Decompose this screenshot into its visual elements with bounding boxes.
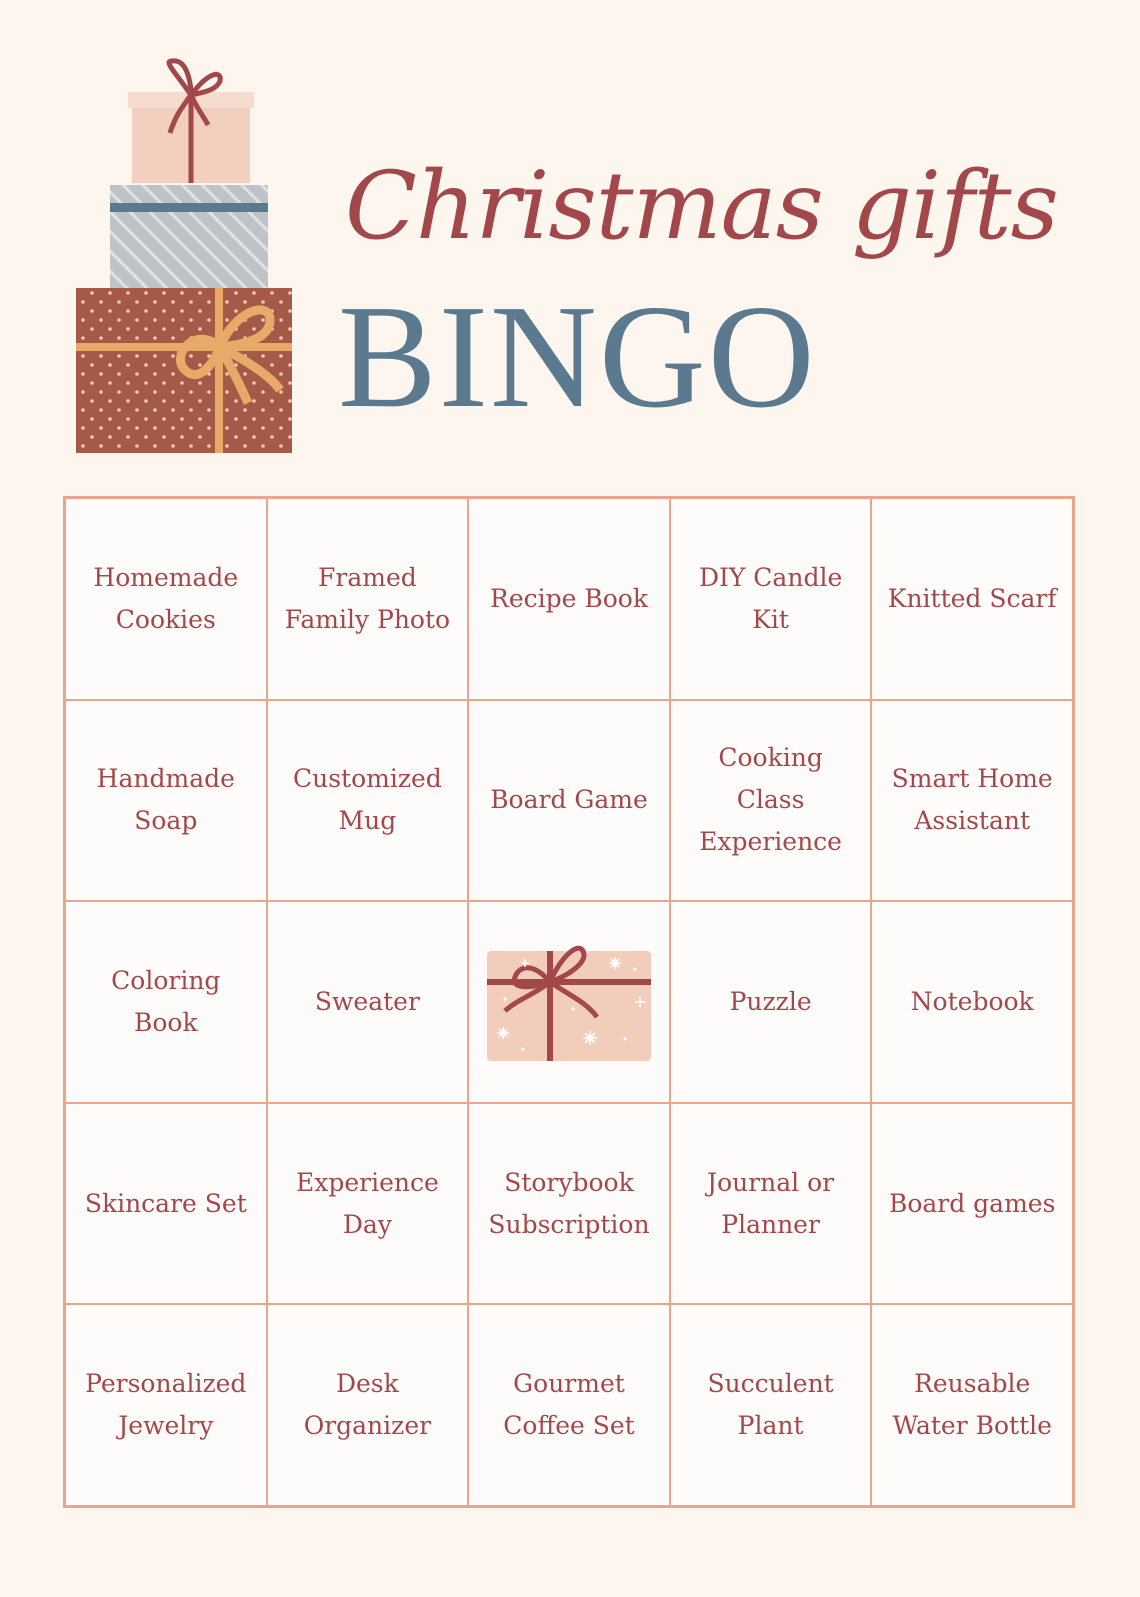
bingo-cell[interactable] xyxy=(65,901,267,1103)
bingo-cell[interactable] xyxy=(670,498,872,700)
cell-label: Skincare Set xyxy=(84,1188,247,1218)
gift-stack-icon xyxy=(70,55,310,465)
bingo-board xyxy=(63,496,1075,1508)
wrapped-gift-icon xyxy=(485,939,653,1065)
cell-label: Homemade Cookies xyxy=(93,562,239,634)
cell-label: Recipe Book xyxy=(490,583,648,613)
cell-label: Personalized Jewelry xyxy=(85,1369,247,1441)
bingo-cell[interactable] xyxy=(267,700,469,902)
bingo-cell[interactable] xyxy=(468,700,670,902)
cell-label: Board games xyxy=(888,1188,1056,1218)
free-space-cell[interactable] xyxy=(468,901,670,1103)
cell-label: Smart Home Assistant xyxy=(891,764,1053,836)
cell-label: Experience Day xyxy=(295,1167,439,1239)
bingo-cell[interactable] xyxy=(267,498,469,700)
cell-label: Knitted Scarf xyxy=(887,583,1057,613)
cell-label: Reusable Water Bottle xyxy=(892,1369,1052,1441)
bingo-cell[interactable] xyxy=(65,498,267,700)
bingo-cell[interactable] xyxy=(65,1304,267,1506)
bingo-cell[interactable] xyxy=(468,498,670,700)
bingo-cell[interactable] xyxy=(65,1103,267,1305)
cell-label: Succulent Plant xyxy=(707,1369,834,1441)
bingo-cell[interactable] xyxy=(871,901,1073,1103)
bingo-cell[interactable] xyxy=(65,700,267,902)
cell-label: Journal or Planner xyxy=(707,1167,835,1239)
cell-label: Framed Family Photo xyxy=(284,562,451,634)
title-christmas-gifts: Christmas gifts xyxy=(345,152,1058,261)
bingo-cell[interactable] xyxy=(670,1103,872,1305)
cell-label: DIY Candle Kit xyxy=(698,562,843,634)
bingo-cell[interactable] xyxy=(468,1103,670,1305)
bingo-cell[interactable] xyxy=(468,1304,670,1506)
cell-label: Customized Mug xyxy=(292,764,442,836)
cell-label: Board Game xyxy=(490,785,648,815)
title-bingo: BINGO xyxy=(338,275,817,439)
bingo-cell[interactable] xyxy=(871,1103,1073,1305)
bingo-cell[interactable] xyxy=(267,1103,469,1305)
bingo-cell[interactable] xyxy=(871,1304,1073,1506)
cell-label: Desk Organizer xyxy=(303,1369,432,1441)
cell-label: Handmade Soap xyxy=(96,764,235,836)
cell-label: Coloring Book xyxy=(111,965,221,1037)
bingo-cell[interactable] xyxy=(670,1304,872,1506)
bingo-cell[interactable] xyxy=(267,1304,469,1506)
bingo-cell[interactable] xyxy=(670,700,872,902)
bingo-cell[interactable] xyxy=(871,700,1073,902)
bingo-cell[interactable] xyxy=(267,901,469,1103)
cell-label: Puzzle xyxy=(729,986,812,1016)
bingo-cell[interactable] xyxy=(871,498,1073,700)
cell-label: Notebook xyxy=(910,986,1034,1016)
cell-label: Sweater xyxy=(314,986,420,1016)
cell-label: Gourmet Coffee Set xyxy=(503,1369,635,1441)
bingo-cell[interactable] xyxy=(670,901,872,1103)
cell-label: Storybook Subscription xyxy=(488,1167,650,1239)
cell-label: Cooking Class Experience xyxy=(699,743,842,857)
